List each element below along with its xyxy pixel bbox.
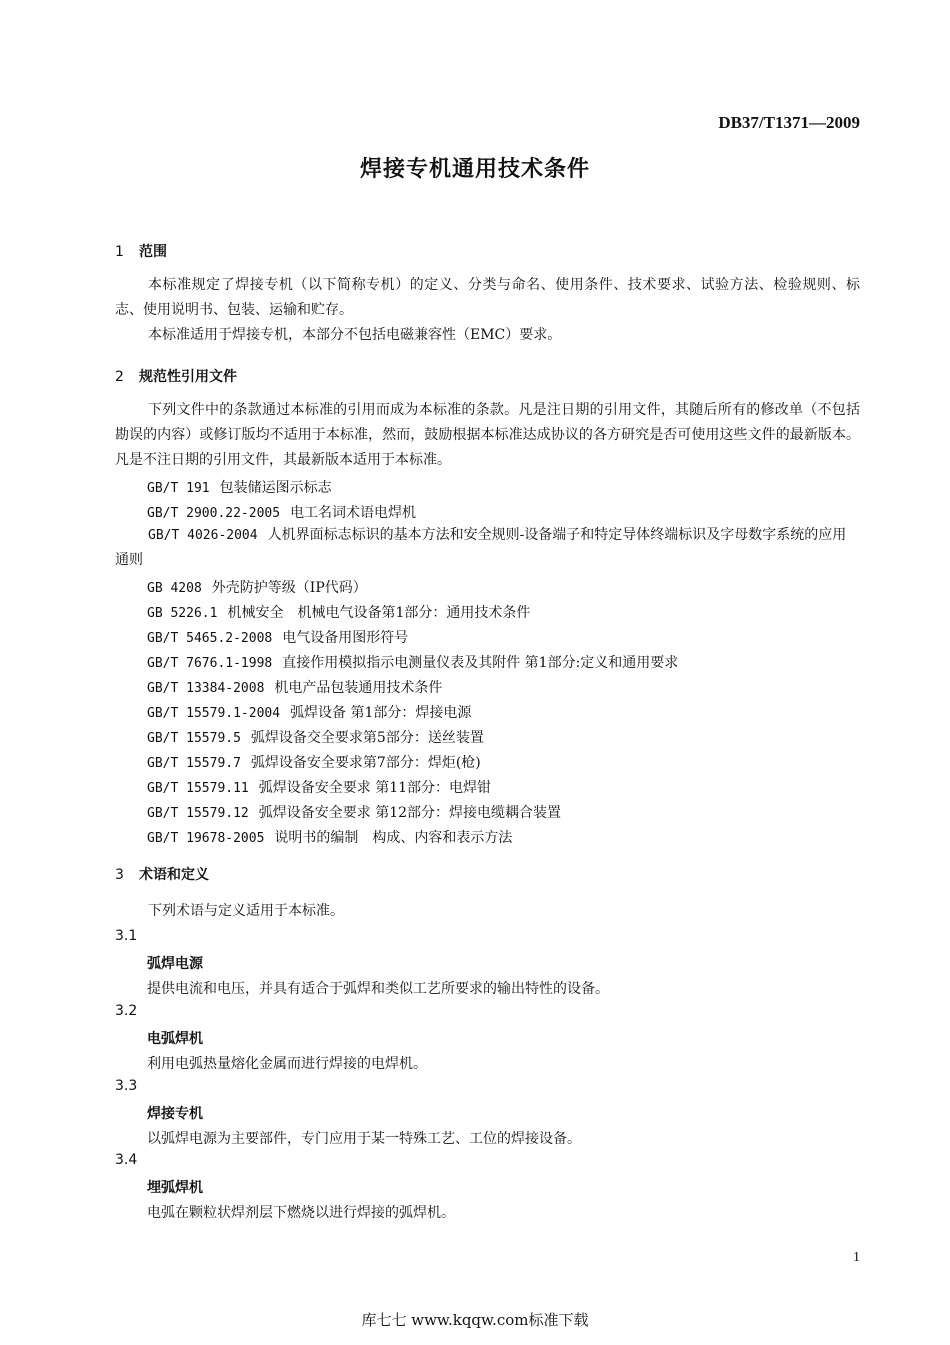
term-definition: 提供电流和电压，并具有适合于弧焊和类似工艺所要求的输出特性的设备。 bbox=[147, 981, 609, 997]
section-number: 1 bbox=[115, 244, 124, 260]
reference-title: 直接作用模拟指示电测量仪表及其附件 第1部分:定义和通用要求 bbox=[282, 655, 679, 671]
section-title: 规范性引用文件 bbox=[139, 369, 237, 385]
reference-item bbox=[147, 727, 484, 747]
reference-item bbox=[147, 702, 471, 722]
paragraph: 下列术语与定义适用于本标准。 bbox=[148, 903, 344, 919]
reference-item bbox=[147, 777, 491, 797]
clause-number: 3.4 bbox=[115, 1152, 138, 1168]
section-number: 2 bbox=[115, 369, 124, 385]
reference-code: GB/T 19678-2005 bbox=[147, 831, 265, 846]
term-definition: 以弧焊电源为主要部件，专门应用于某一特殊工艺、工位的焊接设备。 bbox=[147, 1131, 581, 1147]
section-number: 3 bbox=[115, 867, 124, 883]
reference-item bbox=[147, 477, 332, 497]
standard-number: DB37/T1371—2009 bbox=[718, 113, 860, 132]
reference-code: GB/T 15579.1-2004 bbox=[147, 706, 281, 721]
reference-item bbox=[147, 627, 408, 647]
reference-item bbox=[147, 827, 512, 847]
reference-title: 弧焊设备安全要求 第12部分：焊接电缆耦合装置 bbox=[258, 805, 562, 821]
reference-title: 弧焊设备安全要求第7部分：焊炬(枪) bbox=[250, 755, 481, 771]
clause-number: 3.1 bbox=[115, 928, 138, 944]
reference-item bbox=[147, 752, 481, 772]
reference-title: 弧焊设备安全要求 第11部分：电焊钳 bbox=[258, 780, 492, 796]
term-name: 焊接专机 bbox=[147, 1106, 203, 1122]
reference-title: 弧焊设备 第1部分：焊接电源 bbox=[290, 705, 472, 721]
section-2-heading bbox=[115, 366, 237, 386]
reference-title: 说明书的编制 构成、内容和表示方法 bbox=[274, 830, 513, 846]
document-title: 焊接专机通用技术条件 bbox=[359, 157, 590, 182]
section-title: 范围 bbox=[139, 244, 167, 260]
reference-item bbox=[147, 802, 561, 822]
reference-item bbox=[115, 523, 860, 573]
page-number: 1 bbox=[853, 1250, 860, 1265]
reference-code: GB/T 2900.22-2005 bbox=[147, 506, 281, 521]
paragraph: 下列文件中的条款通过本标准的引用而成为本标准的条款。凡是注日期的引用文件，其随后所有的修改单（不包括勘误的内容）或修订版均不适用于本标准，然而，鼓励根据本标准达成协议的各方研究是否可使用这些文件的最新版本。凡是不注日期的引用文件，其最新版本适用于本标准。 bbox=[115, 402, 860, 468]
clause-number: 3.2 bbox=[115, 1003, 138, 1019]
reference-title: 外壳防护等级（IP代码） bbox=[211, 580, 367, 596]
section-3-heading bbox=[115, 864, 209, 884]
reference-code: GB/T 15579.11 bbox=[147, 781, 249, 796]
reference-title: 弧焊设备交全要求第5部分：送丝装置 bbox=[250, 730, 484, 746]
footer-watermark: 库七七 www.kqqw.com标准下载 bbox=[361, 1311, 589, 1329]
reference-code: GB/T 7676.1-1998 bbox=[147, 656, 273, 671]
reference-item bbox=[147, 577, 367, 597]
reference-code: GB/T 15579.7 bbox=[147, 756, 241, 771]
term-name: 弧焊电源 bbox=[147, 956, 203, 972]
reference-title: 机电产品包装通用技术条件 bbox=[274, 680, 443, 696]
reference-code: GB 4208 bbox=[147, 581, 202, 596]
reference-code: GB 5226.1 bbox=[147, 606, 218, 621]
reference-code: GB/T 5465.2-2008 bbox=[147, 631, 273, 646]
reference-title: 机械安全 机械电气设备第1部分：通用技术条件 bbox=[227, 605, 531, 621]
reference-code: GB/T 13384-2008 bbox=[147, 681, 265, 696]
term-name: 埋弧焊机 bbox=[147, 1180, 203, 1196]
reference-code: GB/T 191 bbox=[147, 481, 210, 496]
paragraph: 本标准适用于焊接专机，本部分不包括电磁兼容性（EMC）要求。 bbox=[148, 327, 562, 343]
paragraph: 本标准规定了焊接专机（以下简称专机）的定义、分类与命名、使用条件、技术要求、试验方法、检验规则、标志、使用说明书、包装、运输和贮存。 bbox=[115, 277, 860, 318]
clause-number: 3.3 bbox=[115, 1078, 138, 1094]
section-title: 术语和定义 bbox=[139, 867, 209, 883]
reference-item bbox=[147, 502, 416, 522]
reference-item bbox=[147, 602, 530, 622]
reference-code: GB/T 15579.5 bbox=[147, 731, 241, 746]
reference-title: 电工名词术语电焊机 bbox=[290, 505, 417, 521]
reference-title: 包装储运图示标志 bbox=[219, 480, 332, 496]
reference-item bbox=[147, 677, 442, 697]
term-definition: 电弧在颗粒状焊剂层下燃烧以进行焊接的弧焊机。 bbox=[147, 1205, 455, 1221]
term-definition: 利用电弧热量熔化金属而进行焊接的电焊机。 bbox=[147, 1056, 427, 1072]
section-1-heading bbox=[115, 241, 167, 261]
reference-title: 人机界面标志标识的基本方法和安全规则-设备端子和特定导体终端标识及字母数字系统的应用通则 bbox=[115, 527, 847, 568]
reference-item bbox=[147, 652, 678, 672]
term-name: 电弧焊机 bbox=[147, 1031, 203, 1047]
reference-code: GB/T 4026-2004 bbox=[148, 528, 258, 543]
reference-title: 电气设备用图形符号 bbox=[282, 630, 409, 646]
reference-code: GB/T 15579.12 bbox=[147, 806, 249, 821]
